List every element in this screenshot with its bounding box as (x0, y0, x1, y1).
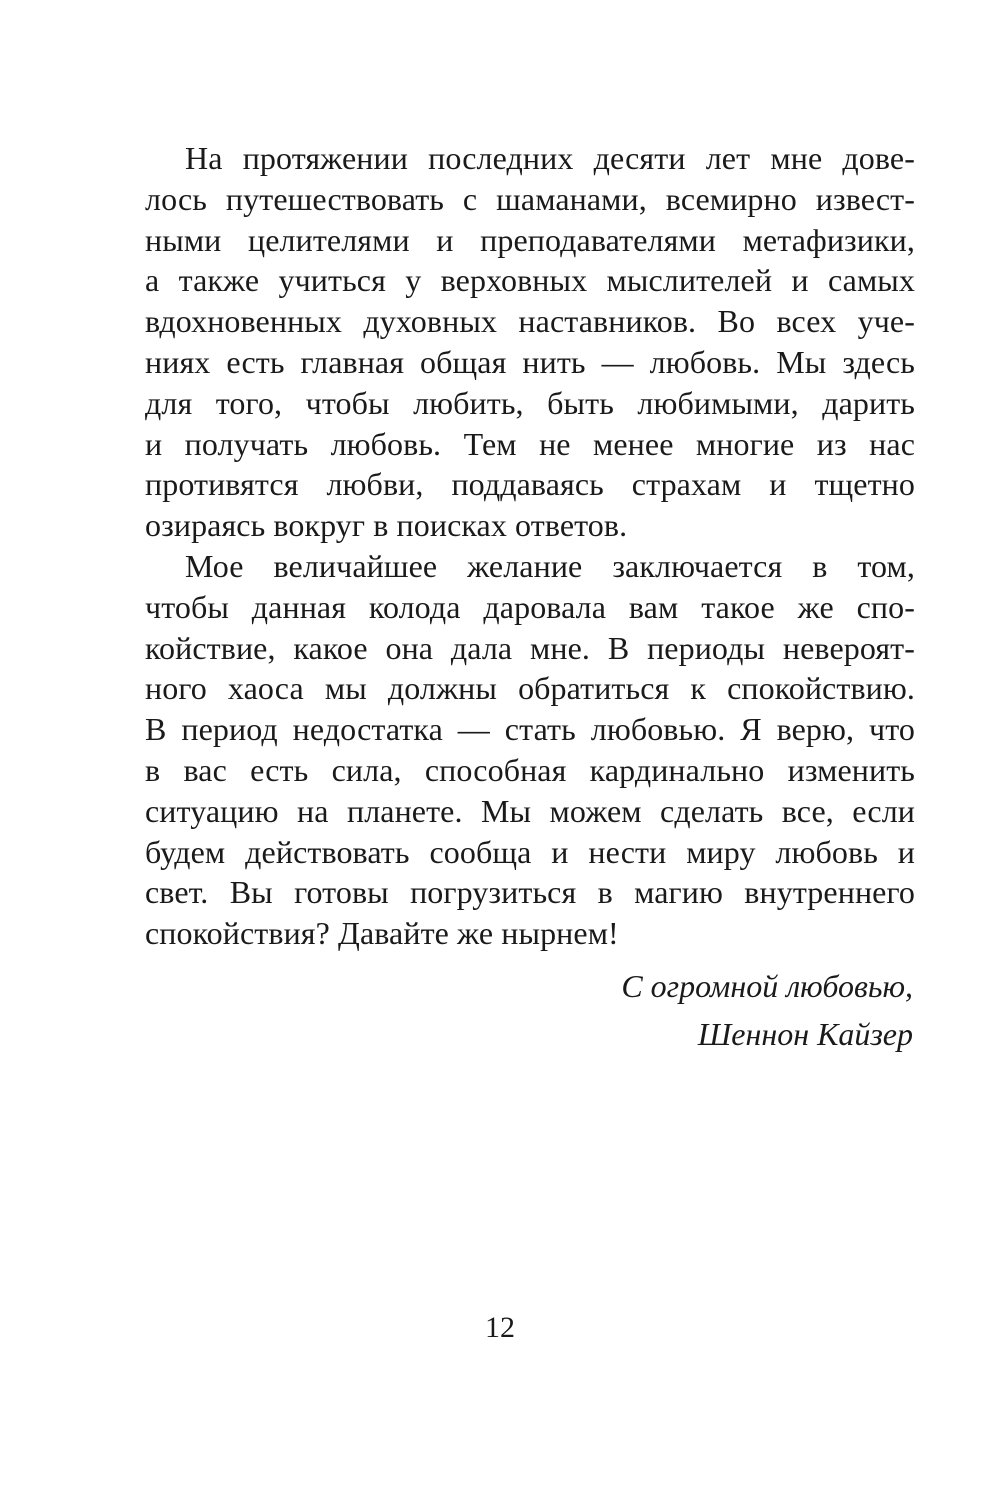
text-line: озираясь вокруг в поисках ответов. (145, 507, 628, 544)
text-line: а также учиться у верховных мыслителей и самых (145, 262, 915, 299)
paragraph-2 (145, 546, 915, 954)
text-line: свет. Вы готовы погрузиться в магию внутреннего (145, 874, 915, 911)
text-line: будем действовать сообща и нести миру любовь и (145, 833, 915, 870)
text-line: ситуацию на планете. Мы можем сделать все, если (145, 792, 915, 829)
text-line: ного хаоса мы должны обратиться к спокойствию. (145, 670, 915, 707)
text-line: в вас есть сила, способная кардинально изменить (145, 751, 915, 788)
text-line: ными целителями и преподавателями метафизики, (145, 221, 915, 258)
text-line: ниях есть главная общая нить — любовь. Мы здесь (145, 343, 915, 380)
body-text (145, 138, 915, 954)
signature-author: Шеннон Кайзер (697, 1016, 913, 1052)
text-line: и получать любовь. Тем не менее многие из нас (145, 425, 915, 462)
text-line: На протяжении последних десяти лет мне дове- (185, 140, 915, 176)
page-number: 12 (485, 1311, 515, 1344)
signature (621, 962, 913, 1058)
text-line: для того, чтобы любить, быть любимыми, дарить (145, 384, 915, 421)
text-line: койствие, какое она дала мне. В периоды невероят- (145, 629, 915, 666)
text-line: лось путешествовать с шаманами, всемирно извест- (145, 180, 915, 217)
signature-closing: С огромной любовью, (621, 968, 913, 1004)
text-line: вдохновенных духовных наставников. Во всех уче- (145, 303, 915, 340)
text-line: Мое величайшее желание заключается в том, (185, 547, 915, 584)
text-line: чтобы данная колода даровала вам такое же спо- (145, 588, 915, 625)
text-line: спокойствия? Давайте же нырнем! (145, 915, 619, 952)
text-line: противятся любви, поддаваясь страхам и тщетно (145, 466, 915, 503)
paragraph-1 (145, 138, 915, 546)
text-line: В период недостатка — стать любовью. Я верю, что (145, 711, 915, 748)
